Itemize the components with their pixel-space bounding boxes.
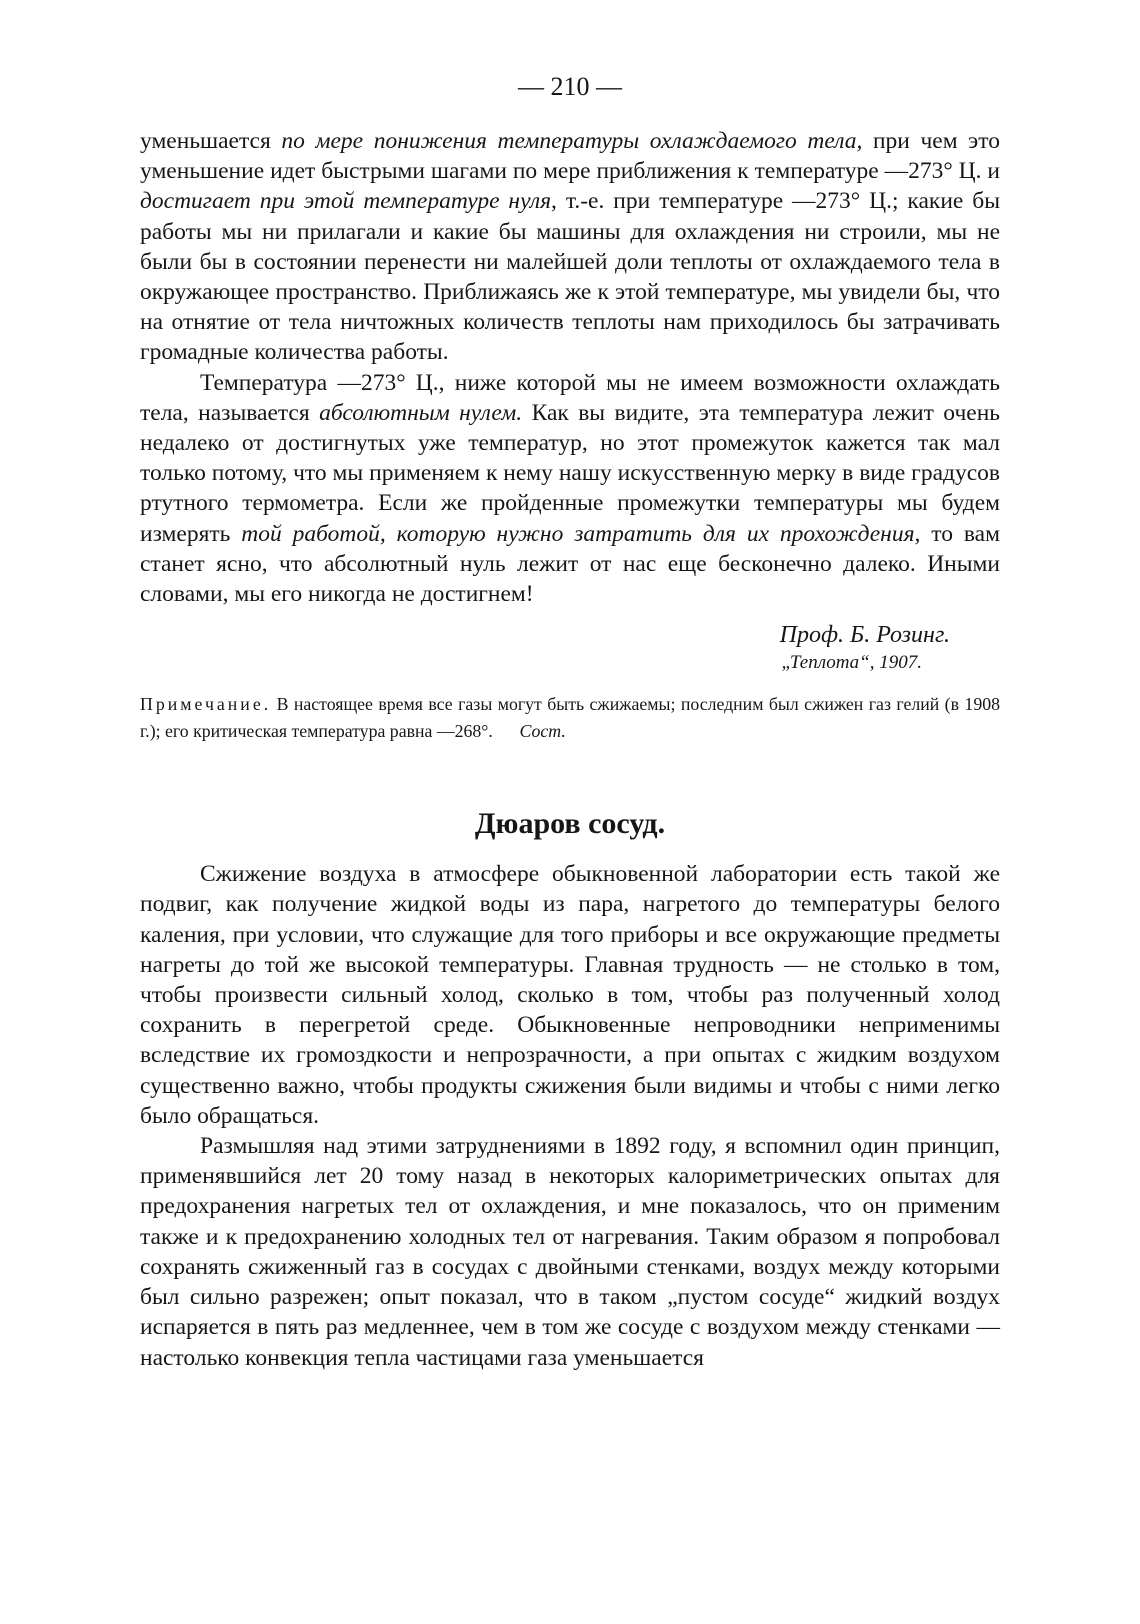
text: при чем это уменьшение идет быстрыми шагами по мере приближения к температуре —273° Ц. и <box>140 128 1000 185</box>
page <box>140 64 1000 1373</box>
text: Как вы видите, эта температура лежит очень недалеко от достигнутых уже температур, но этот промежуток кажется так мал только потому, что мы применяем к нему нашу искусственную мерку в виде градусов ртутного термометра. Если же пройденные промежутки температуры мы будем измерять <box>140 399 1000 547</box>
text: Температура —273° Ц., ниже которой мы не имеем возможности охлаждать тела, называется <box>140 369 1000 426</box>
text: то вам станет ясно, что абсолютный нуль лежит от нас еще бесконечно далеко. Иными словами, мы его никогда не достигнем! <box>140 520 1000 608</box>
italic-text: по мере понижения температуры охлаждаемого тела, <box>281 128 863 154</box>
footnote <box>140 691 1000 745</box>
paragraph-4: Размышляя над этими затруднениями в 1892 году, я вспомнил один принцип, применявшийся лет 20 тому назад в некоторых калориметрических опытах для предохранения нагретых тел от охлаждения, и мне показалось, что он применим также и к предохранению холодных тел от нагревания. Таким образом я попробовал сохранять сжиженный газ в сосудах с двойными стенками, воздух между которыми был сильно разрежен; опыт показал, что в таком „пустом сосуде“ жидкий воздух испаряется в пять раз медленнее, чем в том же сосуде с воздухом между стенками — настолько конвекция тепла частицами газа уменьшается <box>140 1133 1000 1371</box>
source-citation: „Теплота“, 1907. <box>781 652 922 674</box>
note-label: Примечание. <box>140 694 272 715</box>
note-author: Сост. <box>519 721 566 742</box>
italic-text: достигает при этой температуре нуля, <box>140 188 557 215</box>
author-signature: Проф. Б. Розинг. <box>779 622 950 649</box>
text: т.-е. при температуре —273° Ц.; какие бы работы мы ни прилагали и какие бы машины для охлаждения ни строили, мы не были бы в состоянии перенести ни малейшей доли теплоты от охлаждаемого тела в окружающее пространство. Приближаясь же к этой температуре, мы увидели бы, что на отнятие от тела ничтожных количеств теплоты нам приходилось бы затрачивать громадные количества работы. <box>140 188 1000 366</box>
italic-text: той работой, которую нужно затратить для их прохождения, <box>241 520 921 547</box>
paragraph-1 <box>140 126 1000 368</box>
note-text: В настоящее время все газы могут быть сжижаемы; последним был сжижен газ гелий (в 1908 г.); его критическая температура равна —268°. <box>140 694 1000 742</box>
paragraph-3: Сжижение воздуха в атмосфере обыкновенной лаборатории есть такой же подвиг, как получение жидкой воды из пара, нагретого до температуры белого каления, при условии, что служащие для того приборы и все окружающие предметы нагреты до той же высокой температуры. Главная трудность — не столько в том, чтобы произвести сильный холод, сколько в том, чтобы раз полученный холод сохранить в перегретой среде. Обыкновенные непроводники неприменимы вследствие их громоздкости и непрозрачности, а при опытах с жидким воздухом существенно важно, чтобы продукты сжижения были видимы и чтобы с ними легко было обращаться. <box>140 861 1000 1129</box>
paragraph-2 <box>140 368 1000 610</box>
section-heading: Дюаров сосуд. <box>474 807 666 841</box>
text: уменьшается <box>140 128 282 154</box>
page-number: — 210 — <box>518 72 622 101</box>
italic-text: абсолютным нулем. <box>319 399 523 426</box>
